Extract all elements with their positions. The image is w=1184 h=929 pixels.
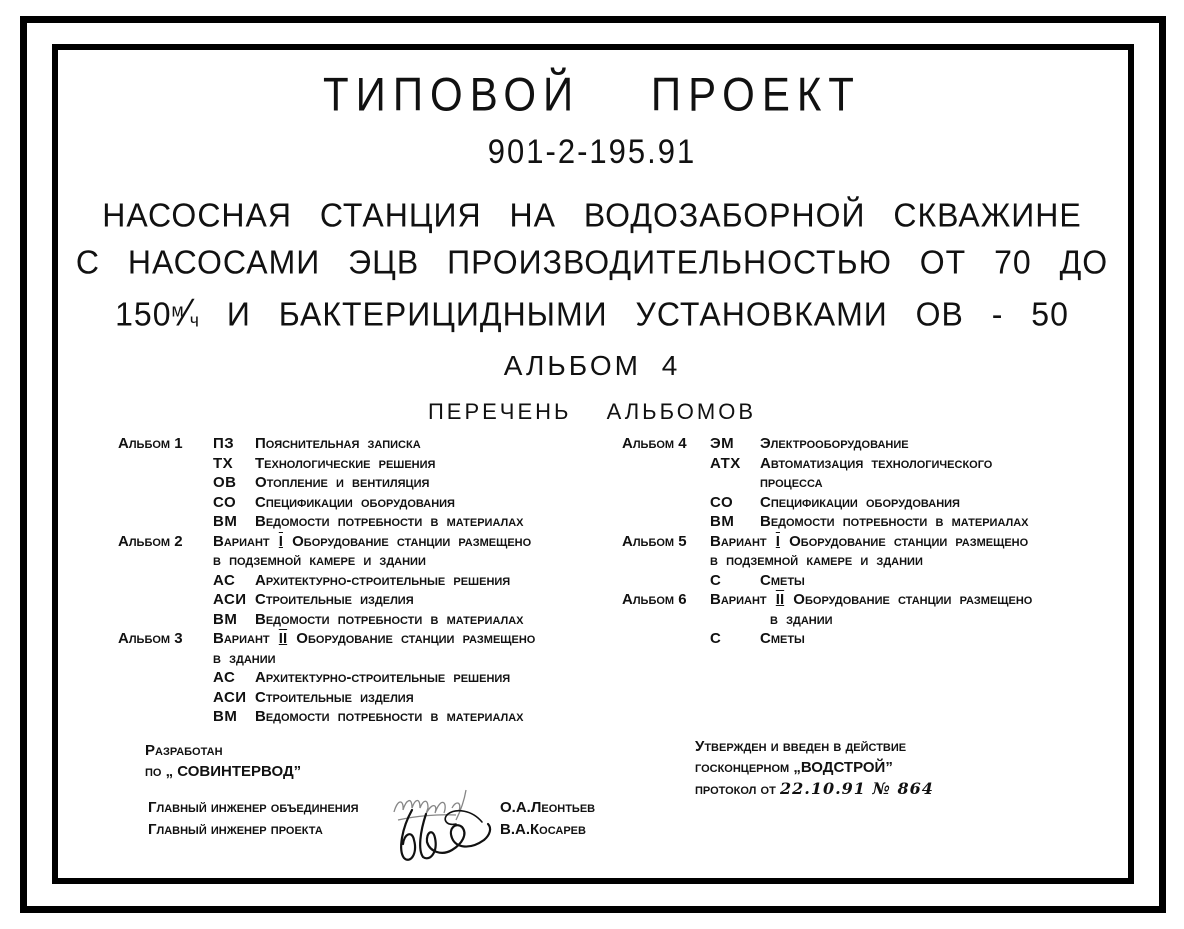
album-part-code: ЭМ bbox=[710, 435, 735, 452]
album-part-title: Строительные изделия bbox=[255, 688, 414, 706]
album-row bbox=[118, 512, 618, 532]
album-part-title: Строительные изделия bbox=[255, 591, 414, 608]
album-part-title: Технологические решения bbox=[255, 454, 436, 472]
album-entry bbox=[213, 629, 618, 649]
variant-roman-numeral: II bbox=[775, 591, 785, 608]
album-row bbox=[118, 454, 618, 474]
album-entry: в здании bbox=[770, 610, 833, 628]
album-part-code: СО bbox=[710, 493, 734, 511]
album-row bbox=[118, 590, 618, 610]
flow-rate-number: 150 bbox=[115, 295, 172, 333]
signatory-roles-block bbox=[148, 797, 359, 841]
album-row bbox=[622, 454, 1137, 474]
album-row bbox=[622, 610, 1137, 630]
album-row bbox=[622, 473, 1137, 493]
signatory-name: В.А.Косарев bbox=[500, 821, 586, 838]
albums-column-right bbox=[622, 434, 1137, 649]
album-part-title: Архитектурно-строительные решения bbox=[255, 571, 511, 589]
album-row bbox=[118, 649, 618, 669]
variant-roman-numeral: I bbox=[278, 532, 283, 550]
variant-description: Оборудование станции размещено bbox=[288, 630, 536, 647]
album-part-code: ВМ bbox=[213, 610, 238, 628]
album-part-title: Электрооборудование bbox=[760, 435, 909, 452]
variant-roman-numeral: II bbox=[278, 630, 288, 647]
variant-word: Вариант bbox=[213, 630, 278, 647]
album-row bbox=[622, 551, 1137, 571]
album-part-title: Архитектурно-строительные решения bbox=[255, 669, 511, 686]
album-part-code: ВМ bbox=[213, 513, 238, 530]
album-part-code: СО bbox=[213, 493, 237, 511]
developer-block bbox=[145, 740, 301, 782]
album-part-code: АС bbox=[213, 571, 236, 589]
album-part-code: С bbox=[710, 571, 722, 589]
album-entry bbox=[710, 590, 1137, 610]
album-row bbox=[622, 493, 1137, 513]
album-part-code: С bbox=[710, 630, 722, 647]
album-entry: в подземной камере и здании bbox=[213, 552, 426, 569]
album-row bbox=[622, 512, 1137, 532]
album-row bbox=[118, 610, 618, 630]
album-row bbox=[622, 629, 1137, 649]
variant-word: Вариант bbox=[710, 591, 775, 608]
album-row bbox=[118, 434, 618, 454]
handwritten-signatures bbox=[386, 780, 512, 876]
album-number-heading: АЛЬБОМ 4 bbox=[503, 350, 681, 381]
flow-rate-unit-numerator: м bbox=[171, 299, 184, 321]
albums-column-left bbox=[118, 434, 618, 727]
document-type-heading: ТИПОВОЙ ПРОЕКТ bbox=[323, 68, 861, 121]
album-row bbox=[118, 571, 618, 591]
project-title-line1: НАСОСНАЯ СТАНЦИЯ НА ВОДОЗАБОРНОЙ СКВАЖИНЕ bbox=[102, 196, 1082, 234]
album-label: Альбом 1 bbox=[118, 435, 183, 452]
album-part-code: АС bbox=[213, 669, 236, 686]
album-label: Альбом 2 bbox=[118, 532, 183, 550]
developer-line1: Разработан bbox=[145, 742, 223, 759]
album-part-code: ВМ bbox=[710, 513, 735, 530]
developer-organization: по „ СОВИНТЕРВОД” bbox=[145, 763, 302, 780]
album-part-code: АТХ bbox=[710, 454, 741, 472]
album-part-title: Сметы bbox=[760, 571, 805, 589]
album-entry bbox=[710, 532, 1137, 552]
album-row bbox=[118, 668, 618, 688]
album-part-code: АСИ bbox=[213, 688, 247, 706]
fraction-slash: ⁄ bbox=[183, 291, 190, 335]
album-row bbox=[118, 551, 618, 571]
album-entry: в подземной камере и здании bbox=[710, 552, 923, 569]
album-part-title: Ведомости потребности в материалах bbox=[255, 513, 524, 530]
album-part-title: Автоматизация технологического bbox=[760, 454, 993, 472]
album-row bbox=[622, 532, 1137, 552]
album-row bbox=[118, 629, 618, 649]
variant-description: Оборудование станции размещено bbox=[283, 532, 532, 550]
protocol-date-number: 22.10.91 № 864 bbox=[779, 779, 934, 798]
album-part-title: Спецификации оборудования bbox=[760, 493, 960, 511]
album-part-code: ОВ bbox=[213, 474, 237, 491]
variant-roman-numeral: I bbox=[775, 532, 780, 550]
album-row bbox=[118, 688, 618, 708]
album-entry bbox=[213, 532, 618, 552]
album-row bbox=[622, 434, 1137, 454]
flow-rate-unit-denominator: ч bbox=[189, 309, 199, 331]
album-row bbox=[118, 707, 618, 727]
project-number: 901-2-195.91 bbox=[487, 132, 697, 171]
protocol-label: протокол от bbox=[695, 781, 780, 798]
album-part-title: Спецификации оборудования bbox=[255, 493, 455, 511]
album-part-title: Ведомости потребности в материалах bbox=[255, 610, 524, 628]
albums-list-heading: ПЕРЕЧЕНЬ АЛЬБОМОВ bbox=[427, 399, 757, 424]
variant-description: Оборудование станции размещено bbox=[785, 591, 1033, 608]
album-part-code: ПЗ bbox=[213, 435, 235, 452]
project-title-line3-rest: И БАКТЕРИЦИДНЫМИ УСТАНОВКАМИ ОВ - 50 bbox=[198, 295, 1069, 333]
album-row bbox=[118, 532, 618, 552]
album-label: Альбом 6 bbox=[622, 591, 687, 608]
signatory-names-block bbox=[500, 797, 595, 841]
variant-word: Вариант bbox=[710, 532, 775, 550]
signatory-name: О.А.Леонтьев bbox=[500, 799, 596, 816]
project-title-line2: С НАСОСАМИ ЭЦВ ПРОИЗВОДИТЕЛЬНОСТЬЮ ОТ 70 ДО bbox=[75, 243, 1109, 281]
protocol-line bbox=[695, 778, 934, 800]
album-label: Альбом 4 bbox=[622, 435, 687, 452]
album-entry: процесса bbox=[760, 474, 823, 491]
album-row bbox=[118, 473, 618, 493]
album-part-code: АСИ bbox=[213, 591, 247, 608]
album-part-title: Пояснительная записка bbox=[255, 435, 421, 452]
approval-line1: Утвержден и введен в действие bbox=[695, 738, 907, 755]
album-label: Альбом 5 bbox=[622, 532, 687, 550]
album-part-code: ВМ bbox=[213, 708, 238, 725]
signatory-role: Главный инженер объединения bbox=[148, 799, 359, 816]
signatory-role: Главный инженер проекта bbox=[148, 821, 323, 838]
album-part-title: Ведомости потребности в материалах bbox=[255, 708, 524, 725]
album-part-code: ТХ bbox=[213, 454, 234, 472]
signature-association-engineer-icon bbox=[394, 790, 466, 820]
album-entry: в здании bbox=[213, 649, 276, 667]
approval-block bbox=[695, 736, 934, 800]
album-label: Альбом 3 bbox=[118, 630, 183, 647]
album-part-title: Сметы bbox=[760, 630, 805, 647]
variant-description: Оборудование станции размещено bbox=[780, 532, 1029, 550]
variant-word: Вариант bbox=[213, 532, 278, 550]
album-row bbox=[118, 493, 618, 513]
album-part-title: Ведомости потребности в материалах bbox=[760, 513, 1029, 530]
approval-organization: госконцерном „ВОДСТРОЙ” bbox=[695, 759, 893, 776]
album-row bbox=[622, 590, 1137, 610]
album-part-title: Отопление и вентиляция bbox=[255, 474, 430, 491]
album-row bbox=[622, 571, 1137, 591]
project-title-line3 bbox=[0, 291, 1184, 335]
